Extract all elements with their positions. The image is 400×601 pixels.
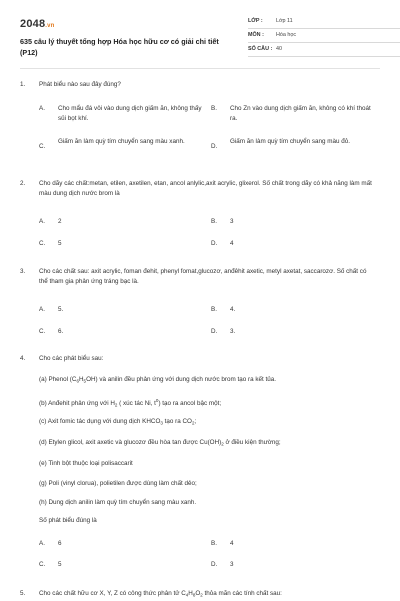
option-letter: D. <box>211 143 218 150</box>
option-text: 3. <box>230 328 236 335</box>
option-text: Giấm ăn làm quỳ tím chuyển sang màu xanh. <box>58 138 185 145</box>
question-ask: Số phát biểu đúng là <box>39 517 97 524</box>
statement-text: ) tạo ra ancol bậc một; <box>158 400 222 407</box>
option-text: Giấm ăn làm quỳ tím chuyển sang màu đỏ. <box>230 138 351 145</box>
statement-text: ở điều kiện thường; <box>223 439 281 446</box>
question-number: 4. <box>20 355 26 362</box>
subscript: 2 <box>191 420 195 426</box>
question-text <box>39 589 376 601</box>
option-letter: C. <box>39 328 46 335</box>
meta-label: MÔN : <box>248 32 264 38</box>
option-text: 3 <box>230 218 234 225</box>
option-text: 2 <box>58 218 62 225</box>
option-letter: A. <box>39 105 45 112</box>
statement-b <box>39 396 221 411</box>
option-a[interactable] <box>39 539 189 549</box>
statement-text: (a) Phenol ( <box>39 376 72 383</box>
option-text: 6. <box>58 328 64 335</box>
question-text-part: thỏa mãn các tính chất sau: <box>202 590 282 597</box>
subscript: 4 <box>185 592 189 598</box>
superscript: 0 <box>155 398 159 403</box>
option-text: Cho Zn vào dung dịch giấm ăn, không có khí thoát ra. <box>230 105 371 122</box>
formula-part: H <box>188 590 193 597</box>
meta-row-class <box>248 15 400 29</box>
option-letter: B. <box>211 306 217 313</box>
option-d[interactable] <box>211 327 361 337</box>
formula-part: C <box>71 376 77 383</box>
question-1 <box>20 80 380 164</box>
option-text: 5. <box>58 306 64 313</box>
option-text: 5 <box>58 561 62 568</box>
question-text: Cho dãy các chất:metan, etilen, axetilen, etan, ancol anlylic,axit acrylic, glixerol. Số chất trong dãy có khả năng làm mất màu dung dịch nước brom là <box>39 180 372 197</box>
option-b[interactable] <box>211 305 361 315</box>
meta-info <box>248 15 400 57</box>
header-divider <box>20 68 380 69</box>
question-text: Phát biểu nào sau đây đúng? <box>39 81 121 88</box>
formula-part: H <box>78 376 84 383</box>
question-number: 5. <box>20 590 26 597</box>
meta-row-subject <box>248 29 400 43</box>
option-d[interactable] <box>211 560 361 570</box>
option-a[interactable] <box>39 104 209 126</box>
option-d[interactable] <box>211 137 378 159</box>
option-text: 3 <box>230 561 234 568</box>
option-letter: D. <box>211 328 218 335</box>
question-number: 3. <box>20 268 26 275</box>
question-3 <box>20 267 380 341</box>
option-b[interactable] <box>211 104 378 126</box>
subscript: 5 <box>83 378 87 384</box>
option-text: 5 <box>58 240 62 247</box>
meta-value: Lớp 11 <box>276 18 293 24</box>
logo-main: 2048 <box>20 18 46 30</box>
statement-text: ( xúc tác Ni, t <box>117 400 156 407</box>
document-title: 635 câu lý thuyết tổng hợp Hóa học hữu cơ có giải chi tiết (P12) <box>20 37 219 57</box>
meta-value: Hóa học <box>276 32 297 38</box>
option-text: 4. <box>230 306 236 313</box>
option-c[interactable] <box>39 327 189 337</box>
option-letter: A. <box>39 306 45 313</box>
statement-d <box>39 438 281 450</box>
formula-part: O <box>195 590 201 597</box>
option-letter: B. <box>211 105 217 112</box>
question-number: 2. <box>20 180 26 187</box>
option-letter: C. <box>39 143 46 150</box>
statement-text: (d) Etylen glicol, axit axetic và glucozơ đều hòa tan được Cu(OH) <box>39 439 222 446</box>
question-text: Cho các chất sau: axit acrylic, foman đehit, phenyl fomat,glucozơ, anđêhit axetic, metyl axetat, saccarozơ. Số chất có thể tham gia phản ứng tráng bạc là. <box>39 268 367 285</box>
option-letter: B. <box>211 540 217 547</box>
option-letter: D. <box>211 240 218 247</box>
site-logo[interactable] <box>20 18 55 30</box>
statement-g: (g) Poli (vinyl clorua), polietilen được dùng làm chất dẻo; <box>39 480 197 487</box>
option-b[interactable] <box>211 217 361 227</box>
option-c[interactable] <box>39 560 189 570</box>
question-5 <box>20 589 380 600</box>
option-letter: A. <box>39 218 45 225</box>
question-4 <box>20 354 380 576</box>
question-number: 1. <box>20 81 26 88</box>
subscript: 2 <box>114 402 118 408</box>
subscript: 2 <box>221 441 224 447</box>
option-letter: D. <box>211 561 218 568</box>
question-2 <box>20 179 380 253</box>
statement-text: ; <box>194 418 197 425</box>
option-letter: C. <box>39 561 46 568</box>
statement-text: tạo ra CO <box>162 418 192 425</box>
option-text: 4 <box>230 240 234 247</box>
meta-label: LỚP : <box>248 18 263 24</box>
statement-c <box>39 417 196 429</box>
option-d[interactable] <box>211 239 361 249</box>
statement-text: ) và anilin đều phản ứng với dung dịch nước brom tạo ra kết tủa. <box>95 376 277 383</box>
subscript: 3 <box>160 420 163 426</box>
option-a[interactable] <box>39 305 189 315</box>
option-c[interactable] <box>39 239 189 249</box>
subscript: 2 <box>200 592 203 598</box>
option-text: 4 <box>230 540 234 547</box>
statement-h: (h) Dung dịch anilin làm quỳ tím chuyển sang màu xanh. <box>39 499 197 506</box>
header <box>20 12 380 60</box>
meta-row-count <box>248 43 400 57</box>
option-letter: C. <box>39 240 46 247</box>
option-c[interactable] <box>39 137 209 159</box>
statement-a <box>39 375 276 387</box>
option-text: Cho mẩu đá vôi vào dung dịch giấm ăn, không thấy sủi bọt khí. <box>58 105 202 122</box>
option-letter: B. <box>211 218 217 225</box>
subscript: 8 <box>192 592 196 598</box>
statement-text: (c) Axit fomic tác dụng với dung dịch KHCO <box>39 418 161 425</box>
option-letter: A. <box>39 540 45 547</box>
question-text-part: Cho các chất hữu cơ X, Y, Z có công thức phân tử C <box>39 590 186 597</box>
question-text: Cho các phát biểu sau: <box>39 355 104 362</box>
option-a[interactable] <box>39 217 189 227</box>
option-text: 6 <box>58 540 62 547</box>
formula-part: OH <box>86 376 96 383</box>
meta-label: SỐ CÂU : <box>248 46 273 52</box>
meta-value: 40 <box>276 46 282 52</box>
subscript: 6 <box>76 378 79 384</box>
statement-e: (e) Tinh bột thuộc loại polisaccarit <box>39 460 133 467</box>
statement-text: (b) Anđehit phản ứng với H <box>39 400 115 407</box>
logo-suffix: .vn <box>45 23 55 29</box>
option-b[interactable] <box>211 539 361 549</box>
